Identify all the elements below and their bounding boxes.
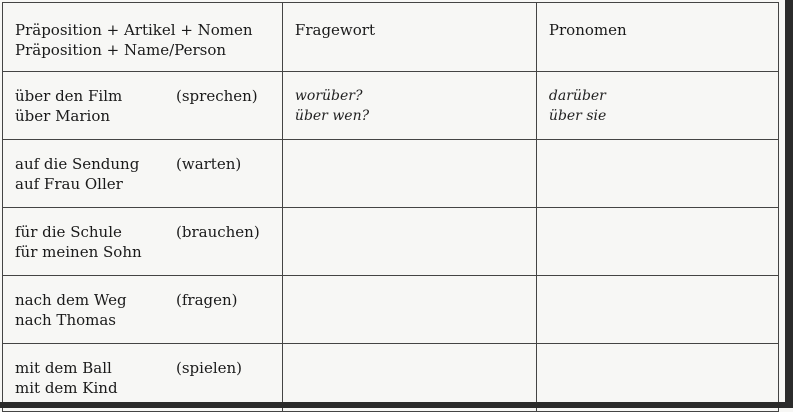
header-fragewort: Fragewort xyxy=(294,21,375,39)
fragewort-answer-cell[interactable] xyxy=(282,72,536,140)
pronomen-answer-line2: über sie xyxy=(548,108,607,124)
phrase-line2: nach Thomas xyxy=(15,311,116,329)
table-row xyxy=(3,140,779,208)
verb-label: (warten) xyxy=(176,155,242,173)
pronomen-answer-cell[interactable] xyxy=(536,140,778,208)
fragewort-answer-line1: worüber? xyxy=(294,88,363,104)
verb-label: (fragen) xyxy=(176,291,238,309)
verb-label: (spielen) xyxy=(176,359,243,377)
pronomen-answer-cell[interactable] xyxy=(536,72,778,140)
fragewort-answer-cell[interactable] xyxy=(282,276,536,344)
phrase-line2: auf Frau Oller xyxy=(15,175,123,193)
phrase-cell xyxy=(3,72,283,140)
fragewort-answer-cell[interactable] xyxy=(282,208,536,276)
phrase-line1: nach dem Weg xyxy=(15,291,127,309)
phrase-line1: über den Film xyxy=(15,87,123,105)
verb-label: (sprechen) xyxy=(176,87,258,105)
table-row xyxy=(3,72,779,140)
header-cell-structure xyxy=(3,3,283,72)
phrase-cell xyxy=(3,276,283,344)
header-structure-line1: Präposition + Artikel + Nomen xyxy=(15,21,253,39)
phrase-line1: mit dem Ball xyxy=(15,359,112,377)
pronomen-answer-line1: darüber xyxy=(548,88,606,104)
fragewort-answer-line2: über wen? xyxy=(294,108,370,124)
header-structure-line2: Präposition + Name/Person xyxy=(15,41,227,59)
fragewort-answer-cell[interactable] xyxy=(282,140,536,208)
phrase-cell xyxy=(3,208,283,276)
header-row xyxy=(3,3,779,72)
verb-label: (brauchen) xyxy=(176,223,260,241)
table-row xyxy=(3,276,779,344)
exercise-table xyxy=(2,2,779,412)
scan-edge-bottom xyxy=(0,402,793,408)
phrase-line2: mit dem Kind xyxy=(15,379,118,397)
phrase-cell xyxy=(3,140,283,208)
header-cell-pronomen xyxy=(536,3,778,72)
phrase-line2: für meinen Sohn xyxy=(15,243,142,261)
phrase-line2: über Marion xyxy=(15,107,111,125)
pronomen-answer-cell[interactable] xyxy=(536,276,778,344)
pronomen-answer-cell[interactable] xyxy=(536,208,778,276)
header-cell-fragewort xyxy=(282,3,536,72)
table-row xyxy=(3,208,779,276)
header-pronomen: Pronomen xyxy=(548,21,627,39)
phrase-line1: für die Schule xyxy=(15,223,122,241)
phrase-line1: auf die Sendung xyxy=(15,155,140,173)
scan-edge-right xyxy=(785,0,793,408)
